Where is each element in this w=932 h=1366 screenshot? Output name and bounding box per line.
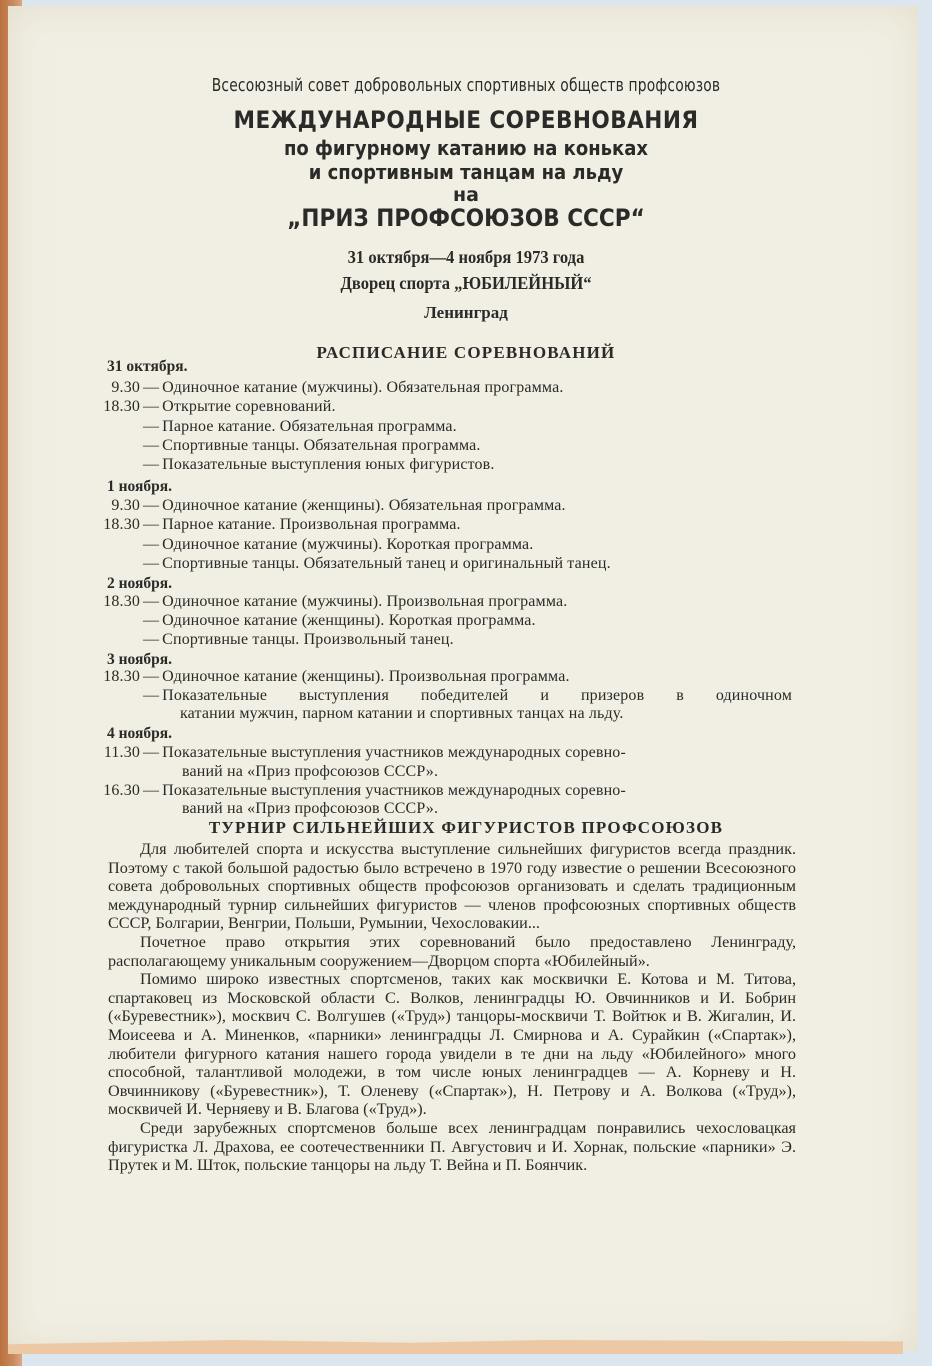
schedule-entry: 9.30 — Одиночное катание (мужчины). Обязательная программа. xyxy=(111,379,564,396)
schedule-entry: — Одиночное катание (женщины). Короткая программа. xyxy=(143,612,536,629)
article-paragraph: Помимо широко известных спортсменов, таких как москвички Е. Котова и М. Титова, спартаковец из Московской области С. Волков, ленинградцы Ю. Овчинников и И. Бобрин («Буревестник»), москвич С. Волгушев («Труд») танцоры-москвичи Т. Войтюк и В. Жигалин, И. Моисеева и А. Миненков, «парники» ленинградцы Л. Смирнова и А. Сурайкин («Спартак»), любители фигурного катания нашего города увидели в те дни на льду «Юбилейного» много способной, талантливой молодежи, в том числе юных ленинградцев — А. Корневу и Н. Овчинникову («Буревестник»), Т. Оленеву («Спартак»), Н. Петрову и А. Волкова («Труд»), москвичей И. Черняеву и В. Благова («Труд»). xyxy=(108,970,796,1119)
schedule-entry: — Спортивные танцы. Обязательная программа. xyxy=(143,437,481,454)
page-edge xyxy=(8,1340,903,1354)
article-title: ТУРНИР СИЛЬНЕЙШИХ ФИГУРИСТОВ ПРОФСОЮЗОВ xyxy=(208,818,724,837)
schedule-entry: 11.30 — Показательные выступления участников международных соревно- xyxy=(103,744,626,761)
event-city: Ленинград xyxy=(424,303,508,322)
schedule-entry: 18.30 — Открытие соревнований. xyxy=(103,398,336,415)
schedule-entry: 9.30 — Одиночное катание (женщины). Обязательная программа. xyxy=(111,497,566,514)
schedule-entry: 18.30 — Одиночное катание (женщины). Произвольная программа. xyxy=(103,668,570,685)
schedule-entry-continuation: катании мужчин, парном катании и спортивных танцах на льду. xyxy=(180,705,624,722)
article-paragraph: Почетное право открытия этих соревнований было предоставлено Ленинграду, располагающему уникальным сооружением—Дворцом спорта «Юбилейный». xyxy=(108,932,796,970)
schedule-title: РАСПИСАНИЕ СОРЕВНОВАНИЙ xyxy=(316,343,616,362)
organization-line: Всесоюзный совет добровольных спортивных обществ профсоюзов xyxy=(211,76,721,96)
schedule-entry: 18.30 — Парное катание. Произвольная программа. xyxy=(103,516,461,533)
schedule-entry: — Парное катание. Обязательная программа. xyxy=(143,418,457,435)
subtitle-line-1: по фигурному катанию на коньках xyxy=(283,136,649,160)
schedule-day-date: 3 ноября. xyxy=(107,651,173,668)
article-paragraph: Среди зарубежных спортсменов больше всех ленинградцам понравились чехословацкая фигуристка Л. Драхова, ее соотечественники П. Августович и И. Хорнак, польские «парники» Э. Прутек и М. Шток, польские танцоры на льду Т. Вейна и П. Боянчик. xyxy=(108,1118,796,1175)
event-venue: Дворец спорта „ЮБИЛЕЙНЫЙ“ xyxy=(340,273,592,293)
schedule-entry: — Показательные выступления победителей и призеров в одиночном xyxy=(143,687,792,704)
schedule-day-date: 1 ноября. xyxy=(107,478,173,495)
schedule-entry: 18.30 — Одиночное катание (мужчины). Произвольная программа. xyxy=(103,593,568,610)
schedule-entry: — Одиночное катание (мужчины). Короткая программа. xyxy=(143,536,534,553)
schedule-entry: — Показательные выступления юных фигуристов. xyxy=(143,456,495,473)
article-body xyxy=(108,840,796,1175)
document-title: МЕЖДУНАРОДНЫЕ СОРЕВНОВАНИЯ xyxy=(233,106,699,134)
subtitle-na: на xyxy=(453,184,479,206)
schedule-entry-continuation: ваний на «Приз профсоюзов СССР». xyxy=(182,763,439,780)
article-paragraph: Для любителей спорта и искусства выступление сильнейших фигуристов всегда праздник. Поэтому с такой большой радостью было встречено в 1970 году известие о решении Всесоюзного совета добровольных спортивных обществ профсоюзов организовать и сделать традиционным международный турнир сильнейших фигуристов — членов профсоюзных спортивных обществ СССР, Болгарии, Венгрии, Польши, Румынии, Чехословакии... xyxy=(108,840,796,933)
schedule-entry: 16.30 — Показательные выступления участников международных соревно- xyxy=(103,782,626,799)
event-dates: 31 октября—4 ноября 1973 года xyxy=(347,247,585,267)
subtitle-line-2: и спортивным танцам на льду xyxy=(308,160,624,184)
schedule-entry: — Спортивные танцы. Обязательный танец и оригинальный танец. xyxy=(143,555,611,572)
schedule-entry-continuation: ваний на «Приз профсоюзов СССР». xyxy=(182,800,439,817)
schedule-entry: — Спортивные танцы. Произвольный танец. xyxy=(143,631,454,648)
schedule-day-date: 2 ноября. xyxy=(107,575,173,592)
schedule-day-date: 4 ноября. xyxy=(107,725,173,742)
schedule-day-date: 31 октября. xyxy=(107,358,188,375)
prize-title: „ПРИЗ ПРОФСОЮЗОВ СССР“ xyxy=(287,204,645,232)
